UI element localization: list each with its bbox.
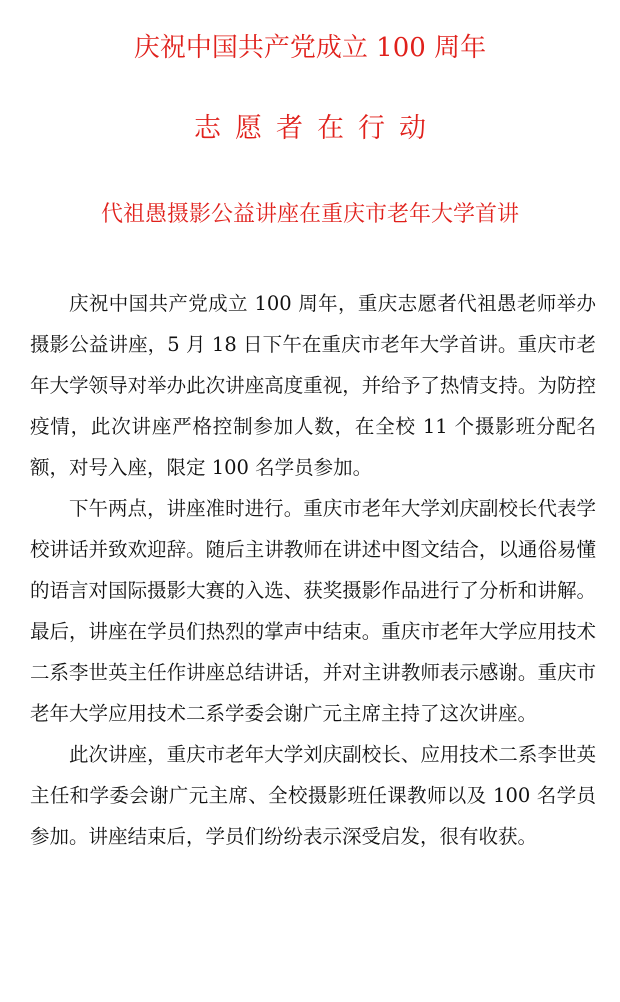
headline-lecture: 代祖愚摄影公益讲座在重庆市老年大学首讲 — [100, 202, 519, 227]
paragraph-intro: 庆祝中国共产党成立 100 周年，重庆志愿者代祖愚老师举办摄影公益讲座，5 月 18 日下午在重庆市老年大学首讲。重庆市老年大学领导对举办此次讲座高度重视，并给予了热情支持。为防控疫情，此次讲座严格控制参加人数，在全校 11 个摄影班分配名额，对号入座，限定 100 名学员参加。 — [30, 292, 596, 479]
paragraph-attendance: 此次讲座，重庆市老年大学刘庆副校长、应用技术二系李世英主任和学委会谢广元主席、全校摄影班任课教师以及 100 名学员参加。讲座结束后，学员们纷纷表示深受启发，很有收获。 — [30, 743, 596, 848]
headline-volunteers: 志愿者在行动 — [194, 113, 440, 144]
paragraph-lecture-proceedings: 下午两点，讲座准时进行。重庆市老年大学刘庆副校长代表学校讲话并致欢迎辞。随后主讲教师在讲述中图文结合，以通俗易懂的语言对国际摄影大赛的入选、获奖摄影作品进行了分析和讲解。最后，讲座在学员们热烈的掌声中结束。重庆市老年大学应用技术二系李世英主任作讲座总结讲话，并对主讲教师表示感谢。重庆市老年大学应用技术二系学委会谢广元主席主持了这次讲座。 — [30, 497, 596, 725]
headline-centenary: 庆祝中国共产党成立 100 周年 — [133, 33, 487, 63]
article-body — [30, 283, 596, 857]
